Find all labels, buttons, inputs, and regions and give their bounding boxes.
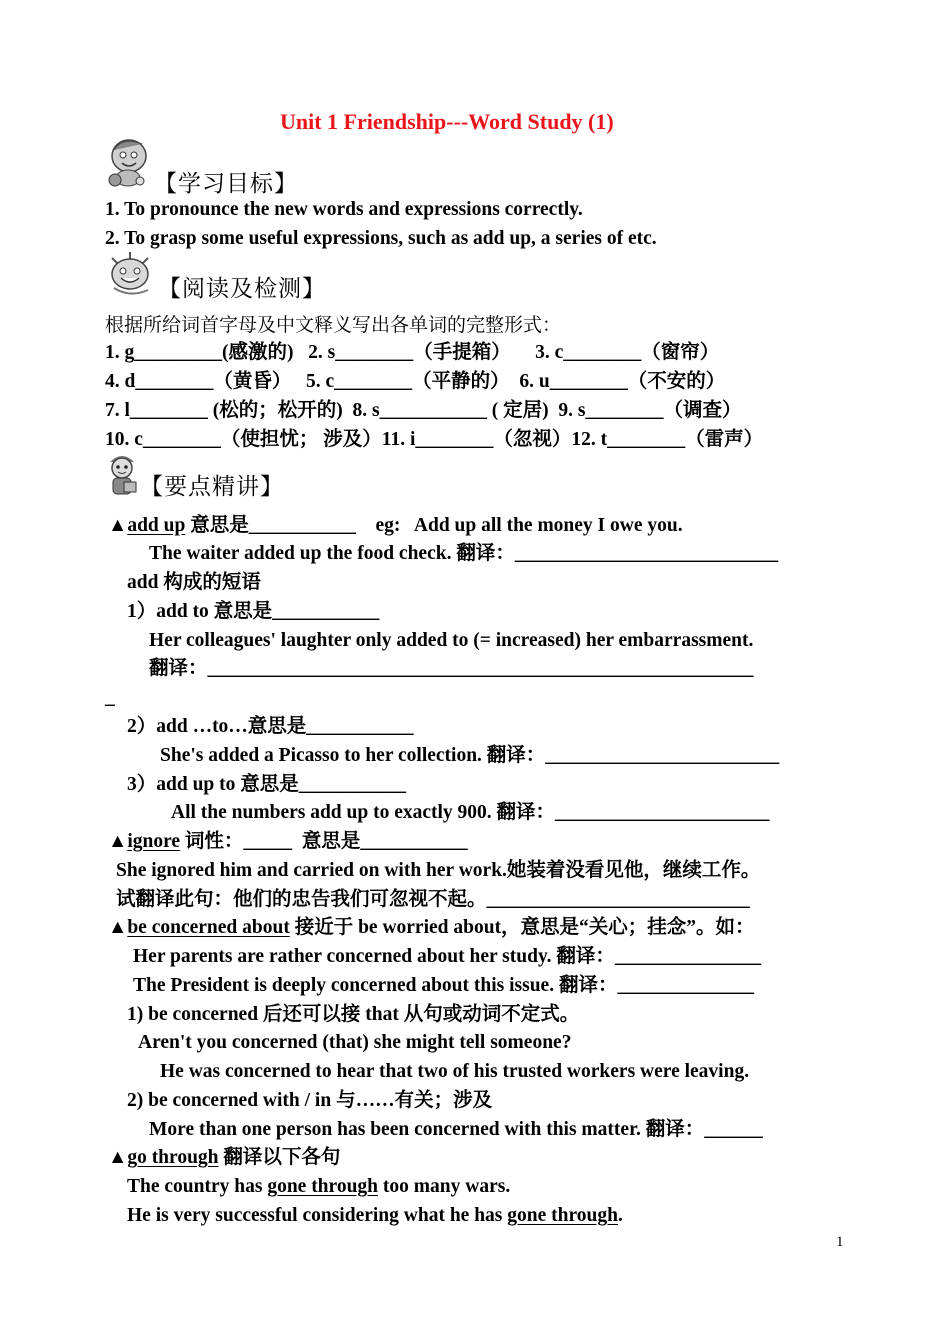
underlined-phrase: gone through	[507, 1205, 618, 1226]
add-up-meaning: 意思是___________ eg: Add up all the money I owe you.	[185, 515, 683, 536]
ignore-entry	[108, 830, 468, 854]
triangle-marker: ▲	[108, 1147, 128, 1168]
ignore-example: She ignored him and carried on with her work.她装着没看见他，继续工作。	[116, 860, 761, 881]
vocab-row-3: 7. l________ (松的；松开的) 8. s___________ ( 定居) 9. s________（调查）	[105, 400, 742, 421]
triangle-marker: ▲	[108, 917, 128, 938]
vocab-row-2: 4. d________（黄昏） 5. c________（平静的） 6. u________（不安的）	[105, 371, 726, 392]
triangle-marker: ▲	[108, 831, 128, 852]
go-through-example-1	[127, 1175, 510, 1199]
go-through-entry	[108, 1146, 340, 1170]
page-title: Unit 1 Friendship---Word Study (1)	[280, 109, 614, 134]
add-up-to-example: All the numbers add up to exactly 900. 翻译：______________________	[171, 802, 770, 823]
ignore-rest: 词性：_____ 意思是___________	[180, 831, 468, 852]
page-number: 1	[836, 1234, 844, 1250]
add-phrases-intro: add 构成的短语	[127, 572, 261, 593]
add-to-phrase: 1）add to 意思是___________	[127, 601, 380, 622]
example-text: .	[617, 1205, 623, 1226]
concerned-example-2: The President is deeply concerned about this issue. 翻译：______________	[133, 975, 754, 996]
example-text: He is very successful considering what he has	[127, 1205, 508, 1226]
vocab-row-4: 10. c________（使担忧； 涉及）11. i________（忽视）12. t________（雷声）	[105, 429, 764, 450]
go-through-example-2	[127, 1204, 623, 1228]
concerned-note-1-example-1: Aren't you concerned (that) she might tell someone?	[138, 1032, 572, 1053]
ignore-translate: 试翻译此句：他们的忠告我们可忽视不起。___________________________	[116, 889, 750, 910]
concerned-note-2: 2) be concerned with / in 与……有关；涉及	[127, 1090, 493, 1111]
concerned-term: be concerned about	[127, 917, 290, 938]
add-to-to-example: She's added a Picasso to her collection. 翻译：________________________	[160, 745, 780, 766]
concerned-note-1-example-2: He was concerned to hear that two of his trusted workers were leaving.	[160, 1061, 750, 1082]
section-heading-reading: 【阅读及检测】	[158, 276, 326, 302]
ignore-term: ignore	[127, 831, 181, 852]
concerned-note-2-example: More than one person has been concerned with this matter. 翻译：______	[149, 1119, 763, 1140]
smiling-creature-icon	[104, 250, 156, 298]
vocab-row-1: 1. g_________(感激的) 2. s________（手提箱） 3. c________（窗帘）	[105, 342, 720, 363]
add-to-translate-cont: _	[105, 687, 115, 708]
goal-1: 1. To pronounce the new words and expressions correctly.	[105, 199, 583, 220]
triangle-marker: ▲	[108, 515, 128, 536]
add-up-to-phrase: 3）add up to 意思是___________	[127, 774, 406, 795]
section-heading-goals: 【学习目标】	[154, 171, 298, 197]
add-up-term: add up	[127, 515, 186, 536]
add-up-example: The waiter added up the food check. 翻译：___________________________	[149, 543, 779, 564]
add-to-to-phrase: 2）add …to…意思是___________	[127, 716, 414, 737]
cartoon-kid-icon	[104, 452, 140, 498]
concerned-rest: 接近于 be worried about，意思是“关心；挂念”。如：	[289, 917, 755, 938]
go-through-term: go through	[127, 1147, 219, 1168]
add-up-entry	[108, 514, 683, 538]
example-text: too many wars.	[378, 1176, 511, 1197]
concerned-entry	[108, 916, 755, 940]
reading-instruction: 根据所给词首字母及中文释义写出各单词的完整形式：	[105, 314, 562, 336]
go-through-rest: 翻译以下各句	[218, 1147, 341, 1168]
concerned-note-1: 1) be concerned 后还可以接 that 从句或动词不定式。	[127, 1004, 580, 1025]
add-to-example: Her colleagues' laughter only added to (= increased) her embarrassment.	[149, 630, 754, 651]
concerned-example-1: Her parents are rather concerned about her study. 翻译：_______________	[133, 946, 762, 967]
example-text: The country has	[127, 1176, 268, 1197]
add-to-translate: 翻译：________________________________________________________	[149, 658, 754, 679]
goal-2: 2. To grasp some useful expressions, such as add up, a series of etc.	[105, 228, 657, 249]
cartoon-mascot-icon	[102, 136, 154, 190]
underlined-phrase: gone through	[267, 1176, 379, 1197]
section-heading-points: 【要点精讲】	[140, 474, 284, 500]
